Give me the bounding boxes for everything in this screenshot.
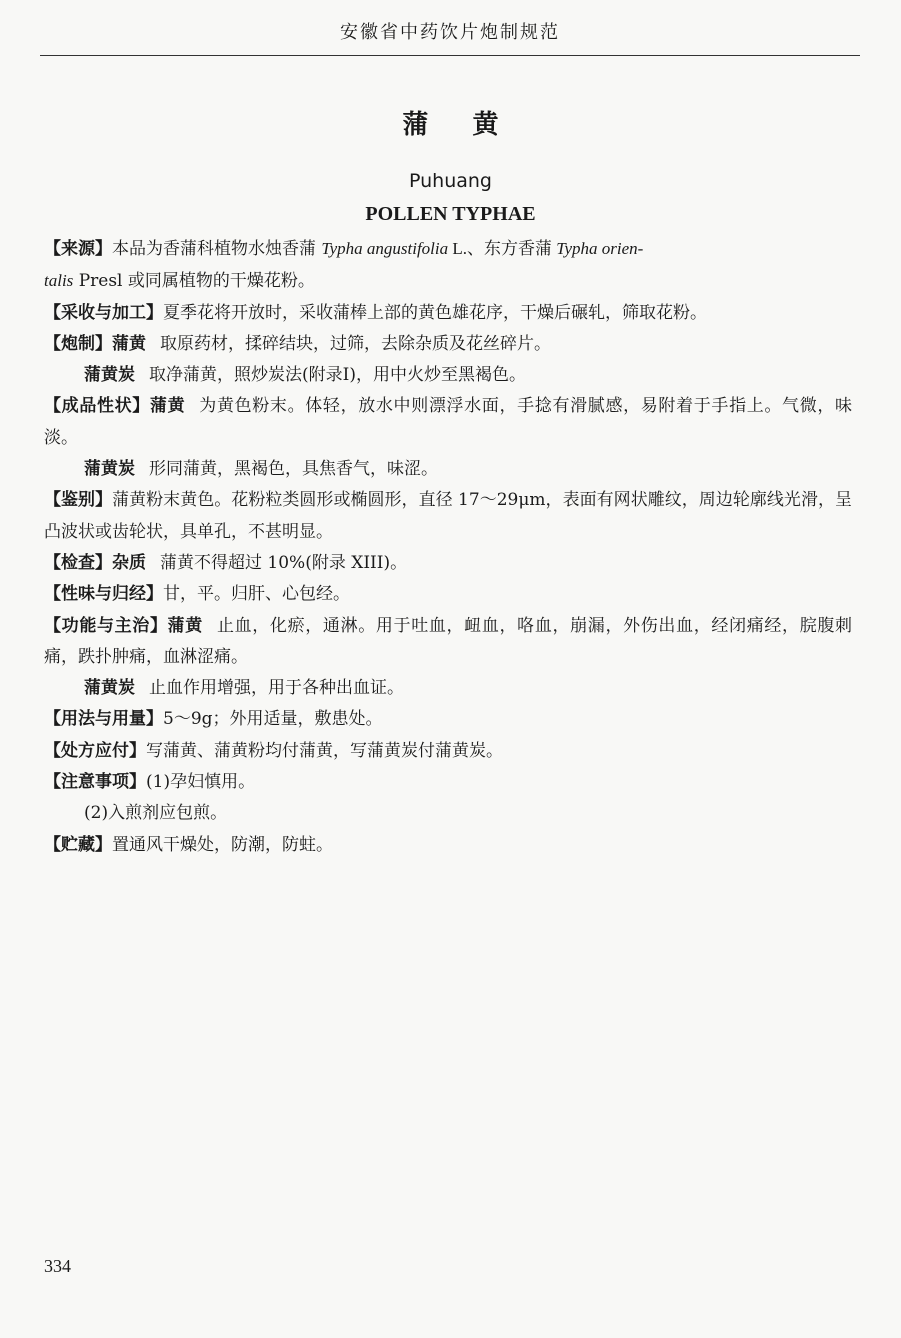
- identification-label: 【鉴别】: [44, 490, 113, 511]
- description-paragraph-2: [44, 454, 852, 485]
- source-text-1: 本品为香蒲科植物水烛香蒲: [112, 239, 322, 259]
- inspection-sub: 杂质: [112, 552, 146, 573]
- description-text-2: 形同蒲黄，黑褐色，具焦香气，味涩。: [149, 459, 438, 480]
- function-text-2: 止血作用增强，用于各种出血证。: [149, 678, 404, 699]
- storage-label: 【贮藏】: [44, 834, 112, 855]
- source-paragraph-cont: [44, 265, 852, 297]
- latin-name: POLLEN TYPHAE: [365, 203, 536, 225]
- species-2b: talis: [44, 271, 74, 291]
- header-rule: [40, 55, 860, 56]
- precautions-label: 【注意事项】: [44, 772, 146, 793]
- monograph-title: [0, 104, 901, 141]
- processing-paragraph-2: [44, 360, 852, 391]
- dosage-label: 【用法与用量】: [44, 709, 163, 730]
- function-sub-1: 蒲黄: [167, 615, 203, 636]
- monograph-body: [44, 233, 852, 861]
- precautions-paragraph: [44, 767, 852, 798]
- nature-label: 【性味与归经】: [44, 584, 163, 605]
- page-number: 334: [44, 1256, 71, 1276]
- identification-paragraph: [44, 485, 852, 548]
- precautions-text-1: (1)孕妇慎用。: [146, 772, 256, 793]
- dosage-text: 5～9g；外用适量，敷患处。: [163, 709, 383, 730]
- title-char-2: 黄: [472, 110, 499, 140]
- description-sub-1: 蒲黄: [149, 396, 186, 417]
- precautions-paragraph-2: [44, 798, 852, 829]
- function-label: 【功能与主治】: [44, 615, 168, 636]
- processing-sub-1: 蒲黄: [112, 333, 146, 354]
- source-paragraph: [44, 233, 852, 265]
- processing-sub-2: 蒲黄炭: [84, 365, 135, 386]
- function-paragraph-2: [44, 673, 852, 704]
- harvest-label: 【采收与加工】: [44, 302, 163, 323]
- dosage-paragraph: [44, 704, 852, 735]
- harvest-text: 夏季花将开放时，采收蒲棒上部的黄色雄花序，干燥后碾轧，筛取花粉。: [163, 302, 707, 323]
- source-text-3: Presl 或同属植物的干燥花粉。: [73, 271, 315, 292]
- function-paragraph: [44, 611, 852, 674]
- function-text-1: 止血，化瘀，通淋。用于吐血，衄血，咯血，崩漏，外伤出血，经闭痛经，脘腹刺痛，跌扑肿痛，血淋涩痛。: [44, 615, 853, 667]
- function-sub-2: 蒲黄炭: [84, 678, 135, 699]
- prescription-paragraph: [44, 736, 852, 767]
- storage-text: 置通风干燥处，防潮，防蛀。: [112, 834, 333, 855]
- prescription-text: 写蒲黄、蒲黄粉均付蒲黄，写蒲黄炭付蒲黄炭。: [146, 740, 503, 761]
- source-text-2: L.、东方香蒲: [448, 239, 557, 258]
- harvest-paragraph: [44, 298, 852, 329]
- processing-label: 【炮制】: [44, 333, 112, 354]
- inspection-paragraph: [44, 548, 852, 579]
- source-label: 【来源】: [44, 239, 112, 259]
- inspection-text: 蒲黄不得超过 10%(附录 XIII)。: [160, 552, 408, 573]
- storage-paragraph: [44, 830, 852, 861]
- species-2a: Typha orien-: [556, 239, 644, 258]
- nature-paragraph: [44, 579, 852, 610]
- precautions-text-2: (2)入煎剂应包煎。: [84, 803, 228, 824]
- pinyin-name: Puhuang: [409, 170, 492, 192]
- processing-text-2: 取净蒲黄，照炒炭法(附录Ⅰ)，用中火炒至黑褐色。: [149, 365, 526, 386]
- description-sub-2: 蒲黄炭: [84, 459, 135, 480]
- processing-paragraph: [44, 329, 852, 360]
- identification-text: 蒲黄粉末黄色。花粉粒类圆形或椭圆形，直径 17～29μm，表面有网状雕纹，周边轮廓线光滑，呈凸波状或齿轮状，具单孔，不甚明显。: [44, 490, 852, 542]
- nature-text: 甘，平。归肝、心包经。: [163, 584, 350, 605]
- running-header: 安徽省中药饮片炮制规范: [340, 22, 560, 43]
- prescription-label: 【处方应付】: [44, 740, 146, 761]
- processing-text-1: 取原药材，揉碎结块，过筛，去除杂质及花丝碎片。: [160, 333, 551, 354]
- description-text-1: 为黄色粉末。体轻，放水中则漂浮水面，手捻有滑腻感，易附着于手指上。气微，味淡。: [44, 396, 853, 448]
- description-paragraph: [44, 391, 852, 454]
- species-1: Typha angustifolia: [321, 239, 449, 258]
- description-label: 【成品性状】: [44, 396, 150, 417]
- inspection-label: 【检查】: [44, 552, 112, 573]
- title-char-1: 蒲: [402, 110, 429, 140]
